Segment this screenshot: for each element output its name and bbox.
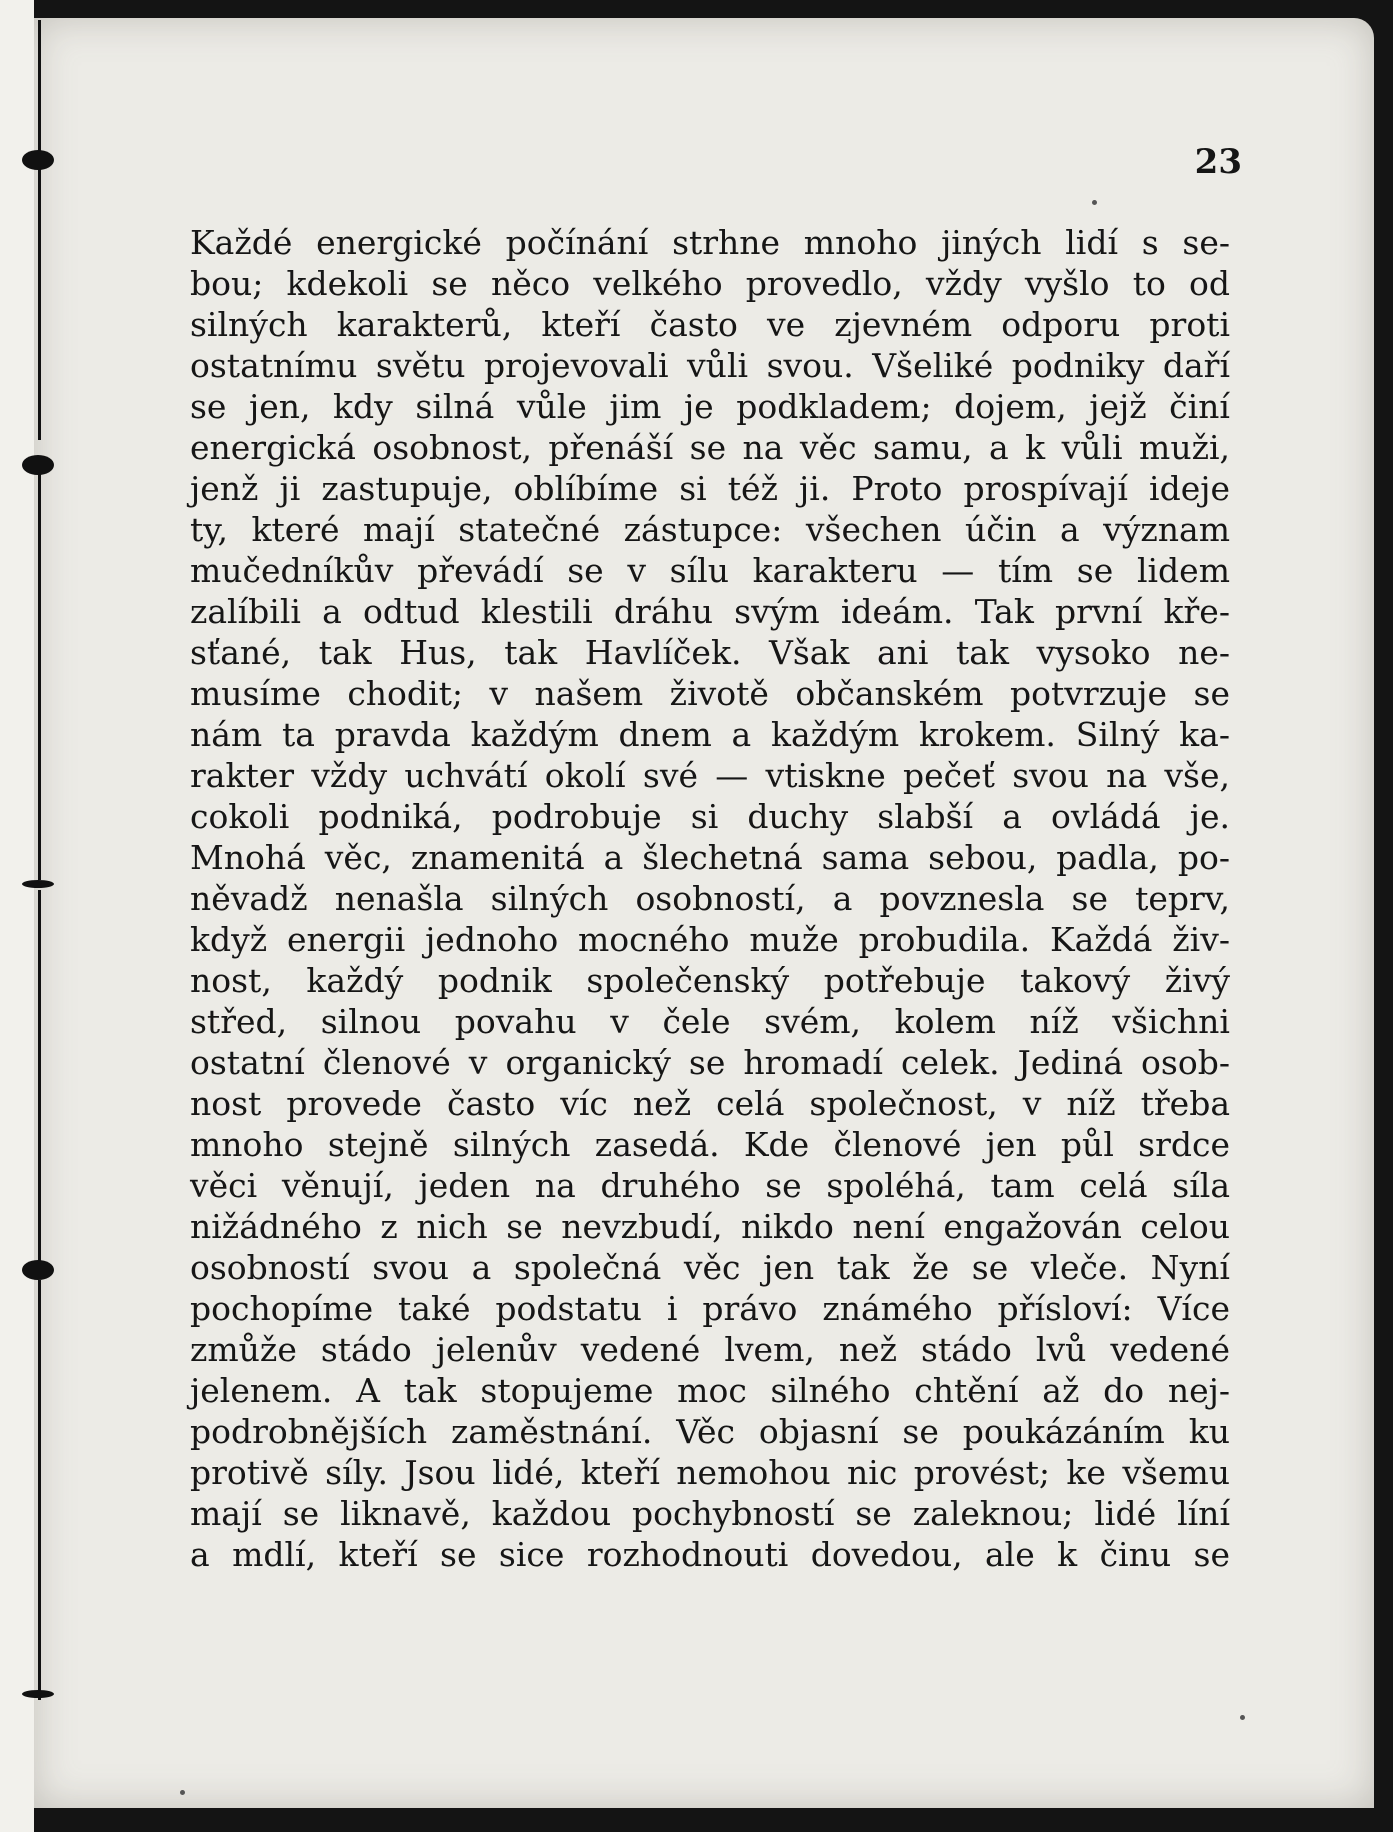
text-line: se jen, kdy silná vůle jim je podkladem; dojem, jejž činí [190,387,1230,426]
binding-thread [38,180,41,440]
text-line: nost, každý podnik společenský potřebuje takový živý [190,961,1230,1000]
paper-speck [180,1790,185,1795]
text-line: jenž ji zastupuje, oblíbíme si též ji. Proto prospívají ideje [190,469,1230,508]
text-line: silných karakterů, kteří často ve zjevném odporu proti [190,305,1230,344]
text-line: podrobnějších zaměstnání. Věc objasní se poukázáním ku [190,1412,1230,1451]
binding-thread [38,890,41,1270]
binding-knot [22,1690,54,1698]
text-line: musíme chodit; v našem životě občanském potvrzuje se [190,674,1230,713]
text-line: mnoho stejně silných zasedá. Kde členové jen půl srdce [190,1125,1230,1164]
paper-speck [1092,200,1097,205]
body-paragraph [190,222,1230,1575]
text-line: osobností svou a společná věc jen tak že se vleče. Nyní [190,1248,1230,1287]
text-line: věci věnují, jeden na druhého se spoléhá, tam celá síla [190,1166,1230,1205]
text-line: nost provede často víc než celá společnost, v níž třeba [190,1084,1230,1123]
text-line: Každé energické počínání strhne mnoho jiných lidí s se- [190,223,1230,262]
binding-margin [0,0,34,1832]
binding-knot [22,150,54,170]
text-line: pochopíme také podstatu i právo známého přísloví: Více [190,1289,1230,1328]
text-line: Mnohá věc, znamenitá a šlechetná sama sebou, padla, po- [190,838,1230,877]
binding-knot [22,455,54,475]
text-line: mučedníkův převádí se v sílu karakteru — tím se lidem [190,551,1230,590]
text-line: protivě síly. Jsou lidé, kteří nemohou nic provést; ke všemu [190,1453,1230,1492]
text-line: a mdlí, kteří se sice rozhodnouti dovedou, ale k činu se [190,1535,1230,1574]
text-line: cokoli podniká, podrobuje si duchy slabší a ovládá je. [190,797,1230,836]
binding-knot [22,880,54,888]
text-line: sťané, tak Hus, tak Havlíček. Však ani tak vysoko ne- [190,633,1230,672]
text-line: mají se liknavě, každou pochybností se zaleknou; lidé líní [190,1494,1230,1533]
text-line: ostatnímu světu projevovali vůli svou. Všeliké podniky daří [190,346,1230,385]
text-line: jelenem. A tak stopujeme moc silného chtění až do nej- [190,1371,1230,1410]
text-line: zalíbili a odtud klestili dráhu svým ideám. Tak první kře- [190,592,1230,631]
text-line: zmůže stádo jelenův vedené lvem, než stádo lvů vedené [190,1330,1230,1369]
text-line: když energii jednoho mocného muže probudila. Každá živ- [190,920,1230,959]
paper-speck [1240,1715,1245,1720]
text-line: energická osobnost, přenáší se na věc samu, a k vůli muži, [190,428,1230,467]
text-line: rakter vždy uchvátí okolí své — vtiskne pečeť svou na vše, [190,756,1230,795]
text-line: ostatní členové v organický se hromadí celek. Jediná osob- [190,1043,1230,1082]
binding-thread [38,460,41,880]
text-line: něvadž nenašla silných osobností, a povznesla se teprv, [190,879,1230,918]
text-line: bou; kdekoli se něco velkého provedlo, vždy vyšlo to od [190,264,1230,303]
text-line: střed, silnou povahu v čele svém, kolem níž všichni [190,1002,1230,1041]
text-line: ty, které mají statečné zástupce: všechen účin a význam [190,510,1230,549]
binding-knot [22,1260,54,1280]
text-line: nám ta pravda každým dnem a každým krokem. Silný ka- [190,715,1230,754]
page-number: 23 [1194,142,1242,182]
binding-thread [38,1280,41,1700]
text-line: nižádného z nich se nevzbudí, nikdo není engažován celou [190,1207,1230,1246]
